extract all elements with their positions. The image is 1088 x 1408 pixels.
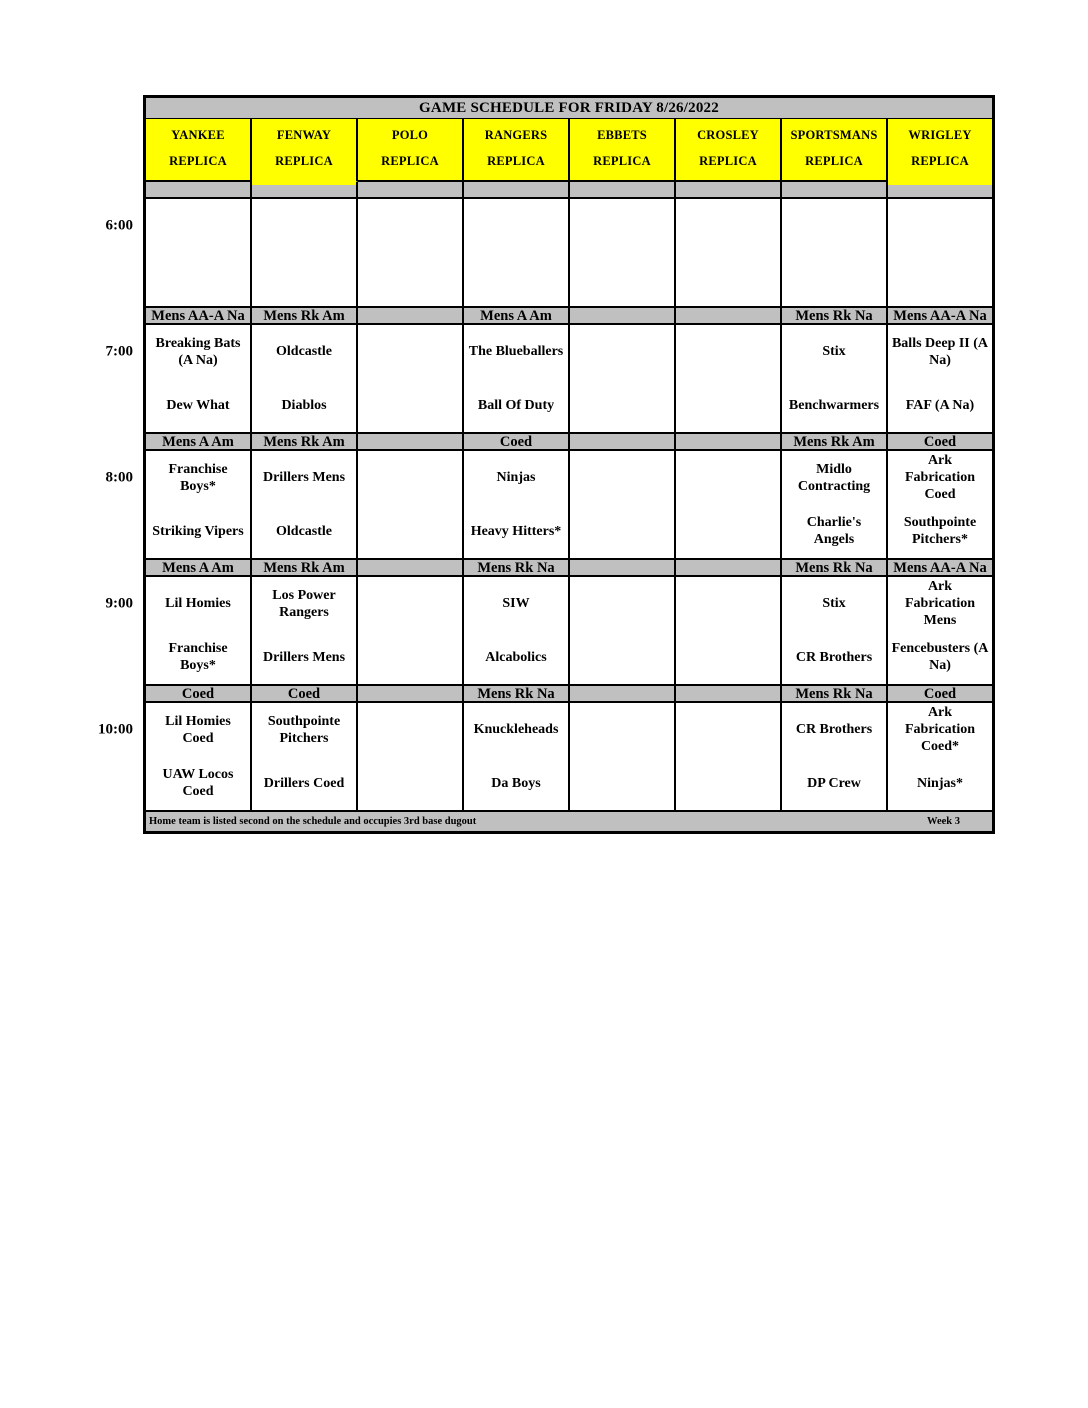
team-away xyxy=(570,703,674,757)
team-home xyxy=(570,253,674,307)
league-cell xyxy=(358,434,464,449)
game-cell xyxy=(252,199,358,306)
league-cell: Coed xyxy=(252,686,358,701)
league-cell xyxy=(358,686,464,701)
league-cell: Mens Rk Na xyxy=(464,686,570,701)
team-away xyxy=(252,199,356,253)
field-name: EBBETS xyxy=(597,128,647,142)
week-label: Week 3 xyxy=(927,816,960,827)
team-home xyxy=(464,757,568,811)
team-away xyxy=(676,577,780,631)
team-away xyxy=(888,325,992,379)
game-cell xyxy=(358,199,464,306)
league-cell xyxy=(570,434,676,449)
team-home xyxy=(146,253,250,307)
schedule-grid xyxy=(146,181,992,812)
league-cell xyxy=(676,181,782,197)
field-name: SPORTSMANS xyxy=(790,128,878,142)
time-label: 10:00 xyxy=(98,721,133,738)
game-cell xyxy=(888,703,992,810)
league-cell: Coed xyxy=(464,434,570,449)
game-cell xyxy=(464,451,570,558)
team-home xyxy=(464,631,568,685)
team-name: The Blueballers xyxy=(468,344,564,360)
team-home xyxy=(782,379,886,433)
game-cell xyxy=(146,577,252,684)
league-cell: Mens Rk Am xyxy=(252,434,358,449)
team-home xyxy=(358,757,462,811)
league-cell: Mens Rk Am xyxy=(252,308,358,323)
team-away xyxy=(570,577,674,631)
team-away xyxy=(676,325,780,379)
league-cell xyxy=(570,308,676,323)
team-home xyxy=(888,379,992,433)
league-cell xyxy=(146,181,252,197)
team-home xyxy=(146,505,250,559)
game-row-700 xyxy=(146,325,992,434)
game-cell xyxy=(676,703,782,810)
field-header-sportsmans xyxy=(782,119,888,181)
team-away xyxy=(252,325,356,379)
field-type: REPLICA xyxy=(699,154,757,168)
time-label: 8:00 xyxy=(105,469,133,486)
game-cell xyxy=(146,325,252,432)
league-band-row xyxy=(146,560,992,577)
game-cell xyxy=(782,577,888,684)
team-home xyxy=(252,505,356,559)
team-away xyxy=(146,451,250,505)
team-name: Lil Homies Coed xyxy=(165,713,231,746)
team-home xyxy=(252,253,356,307)
team-name: Ark Fabrication Mens xyxy=(905,579,975,629)
team-away xyxy=(464,451,568,505)
team-home xyxy=(464,379,568,433)
game-cell xyxy=(252,577,358,684)
field-type: REPLICA xyxy=(381,154,439,168)
field-header-wrigley xyxy=(888,119,992,181)
team-away xyxy=(358,451,462,505)
field-type: REPLICA xyxy=(169,154,227,168)
game-cell xyxy=(782,703,888,810)
team-home xyxy=(676,631,780,685)
field-type: REPLICA xyxy=(275,154,333,168)
team-away xyxy=(358,577,462,631)
league-cell xyxy=(676,686,782,701)
team-name: Diablos xyxy=(281,397,327,413)
team-name: Drillers Mens xyxy=(262,649,346,665)
field-type: REPLICA xyxy=(593,154,651,168)
league-cell: Mens AA-A Na xyxy=(888,560,992,575)
team-home xyxy=(146,631,250,685)
league-cell xyxy=(358,308,464,323)
game-cell xyxy=(570,199,676,306)
league-cell: Mens AA-A Na xyxy=(146,308,252,323)
field-type: REPLICA xyxy=(805,154,863,168)
team-home xyxy=(358,253,462,307)
league-cell xyxy=(358,560,464,575)
team-away xyxy=(570,325,674,379)
game-cell xyxy=(464,199,570,306)
team-away xyxy=(358,325,462,379)
team-name: Ark Fabrication Coed xyxy=(905,453,975,503)
team-name: Heavy Hitters* xyxy=(470,523,562,539)
league-cell xyxy=(676,308,782,323)
league-cell: Mens Rk Na xyxy=(464,560,570,575)
team-home xyxy=(570,631,674,685)
game-cell xyxy=(358,325,464,432)
team-away xyxy=(782,577,886,631)
game-cell xyxy=(358,703,464,810)
league-band-row xyxy=(146,434,992,451)
team-away xyxy=(252,703,356,757)
team-away xyxy=(676,451,780,505)
league-cell xyxy=(252,181,358,197)
team-name: Charlie's Angels xyxy=(806,515,862,548)
game-cell xyxy=(570,451,676,558)
league-cell xyxy=(782,181,888,197)
team-name: Drillers Coed xyxy=(263,775,345,791)
game-cell xyxy=(782,325,888,432)
team-name: Alcabolics xyxy=(485,649,547,665)
team-home xyxy=(676,505,780,559)
team-name: Striking Vipers xyxy=(152,523,244,539)
league-cell xyxy=(358,181,464,197)
game-cell xyxy=(676,451,782,558)
game-cell xyxy=(676,199,782,306)
team-home xyxy=(146,379,250,433)
team-away xyxy=(888,703,992,757)
league-cell: Mens Rk Am xyxy=(782,434,888,449)
game-cell xyxy=(782,199,888,306)
game-cell xyxy=(782,451,888,558)
team-away xyxy=(888,451,992,505)
team-home xyxy=(888,253,992,307)
league-cell: Mens A Am xyxy=(146,434,252,449)
team-home xyxy=(676,757,780,811)
league-band-row xyxy=(146,686,992,703)
field-header-fenway xyxy=(252,119,358,181)
league-cell: Mens AA-A Na xyxy=(888,308,992,323)
team-home xyxy=(782,505,886,559)
team-name: Midlo Contracting xyxy=(797,461,871,494)
team-home xyxy=(252,631,356,685)
field-header-polo xyxy=(358,119,464,181)
team-away xyxy=(676,199,780,253)
footer-note: Home team is listed second on the schedule and occupies 3rd base dugout xyxy=(149,816,477,827)
team-name: Drillers Mens xyxy=(262,470,346,486)
team-home xyxy=(464,505,568,559)
team-name: Franchise Boys* xyxy=(168,461,228,494)
league-cell xyxy=(888,181,992,197)
league-cell xyxy=(570,686,676,701)
team-name: Benchwarmers xyxy=(788,397,880,413)
team-name: Fencebusters (A Na) xyxy=(891,641,989,674)
team-name: SIW xyxy=(502,596,530,612)
game-cell xyxy=(252,703,358,810)
team-home xyxy=(676,253,780,307)
team-home xyxy=(252,757,356,811)
game-cell xyxy=(888,199,992,306)
team-home xyxy=(888,757,992,811)
team-name: Ark Fabrication Coed* xyxy=(905,705,975,755)
league-cell: Coed xyxy=(888,686,992,701)
footer-row xyxy=(146,812,992,831)
team-away xyxy=(570,199,674,253)
team-away xyxy=(782,451,886,505)
team-away xyxy=(888,199,992,253)
team-home xyxy=(464,253,568,307)
team-away xyxy=(252,577,356,631)
team-name: Franchise Boys* xyxy=(168,641,228,674)
schedule-table xyxy=(143,95,995,834)
team-name: Southpointe Pitchers* xyxy=(903,515,977,548)
team-name: DP Crew xyxy=(807,775,861,791)
team-name: Oldcastle xyxy=(276,523,332,539)
team-away xyxy=(146,199,250,253)
game-cell xyxy=(358,451,464,558)
league-cell: Coed xyxy=(888,434,992,449)
team-away xyxy=(146,325,250,379)
field-name: YANKEE xyxy=(171,128,225,142)
team-home xyxy=(570,505,674,559)
field-header-crosley xyxy=(676,119,782,181)
team-home xyxy=(358,631,462,685)
league-cell: Mens Rk Am xyxy=(252,560,358,575)
team-name: UAW Locos Coed xyxy=(162,767,234,800)
team-away xyxy=(782,325,886,379)
team-name: Balls Deep II (A Na) xyxy=(891,335,989,368)
team-home xyxy=(570,757,674,811)
game-cell xyxy=(146,451,252,558)
team-home xyxy=(570,379,674,433)
team-name: Knuckleheads xyxy=(473,722,559,738)
league-cell: Mens Rk Na xyxy=(782,308,888,323)
team-name: Oldcastle xyxy=(276,344,332,360)
field-name: POLO xyxy=(391,128,429,142)
field-type: REPLICA xyxy=(487,154,545,168)
team-away xyxy=(146,577,250,631)
game-cell xyxy=(888,577,992,684)
team-name: Ninjas xyxy=(496,470,536,486)
game-cell xyxy=(464,325,570,432)
team-away xyxy=(464,199,568,253)
game-cell xyxy=(888,325,992,432)
team-name: CR Brothers xyxy=(795,649,873,665)
team-away xyxy=(676,703,780,757)
field-header-ebbets xyxy=(570,119,676,181)
team-home xyxy=(782,631,886,685)
team-away xyxy=(782,703,886,757)
team-name: Stix xyxy=(822,596,846,612)
team-name: Ninjas* xyxy=(917,775,963,791)
game-cell xyxy=(464,577,570,684)
league-cell: Coed xyxy=(146,686,252,701)
league-cell: Mens A Am xyxy=(464,308,570,323)
team-away xyxy=(888,577,992,631)
team-home xyxy=(358,505,462,559)
team-name: FAF (A Na) xyxy=(905,397,975,413)
game-row-800 xyxy=(146,451,992,560)
team-name: Lil Homies xyxy=(165,596,231,612)
schedule-title: GAME SCHEDULE FOR FRIDAY 8/26/2022 xyxy=(146,98,992,119)
team-name: Stix xyxy=(822,344,846,360)
game-cell xyxy=(676,577,782,684)
game-cell xyxy=(888,451,992,558)
team-name: Breaking Bats (A Na) xyxy=(155,335,241,368)
team-away xyxy=(782,199,886,253)
game-cell xyxy=(252,325,358,432)
league-band-row xyxy=(146,181,992,199)
league-band-row xyxy=(146,308,992,325)
team-name: Da Boys xyxy=(491,775,541,791)
league-cell xyxy=(570,181,676,197)
league-cell xyxy=(570,560,676,575)
league-cell: Mens Rk Na xyxy=(782,560,888,575)
league-cell: Mens Rk Na xyxy=(782,686,888,701)
team-home xyxy=(146,757,250,811)
team-home xyxy=(676,379,780,433)
game-cell xyxy=(146,703,252,810)
team-away xyxy=(464,577,568,631)
team-away xyxy=(358,199,462,253)
team-home xyxy=(252,379,356,433)
field-header-yankee xyxy=(146,119,252,181)
team-home xyxy=(358,379,462,433)
league-cell xyxy=(676,560,782,575)
team-away xyxy=(252,451,356,505)
game-cell xyxy=(570,577,676,684)
league-cell: Mens A Am xyxy=(146,560,252,575)
team-home xyxy=(888,505,992,559)
team-name: Southpointe Pitchers xyxy=(267,713,341,746)
team-home xyxy=(782,757,886,811)
field-name: FENWAY xyxy=(276,128,332,142)
game-row-600 xyxy=(146,199,992,308)
team-away xyxy=(464,703,568,757)
game-cell xyxy=(570,703,676,810)
field-type: REPLICA xyxy=(911,154,969,168)
team-home xyxy=(782,253,886,307)
field-header-row xyxy=(146,119,992,181)
team-name: CR Brothers xyxy=(795,722,873,738)
time-label: 9:00 xyxy=(105,595,133,612)
team-away xyxy=(358,703,462,757)
game-cell xyxy=(146,199,252,306)
field-name: WRIGLEY xyxy=(908,128,972,142)
game-cell xyxy=(358,577,464,684)
time-label: 7:00 xyxy=(105,343,133,360)
game-row-900 xyxy=(146,577,992,686)
field-header-rangers xyxy=(464,119,570,181)
time-label: 6:00 xyxy=(105,217,133,234)
league-cell xyxy=(464,181,570,197)
team-name: Los Power Rangers xyxy=(272,587,336,620)
team-name: Ball Of Duty xyxy=(477,397,555,413)
team-away xyxy=(464,325,568,379)
league-cell xyxy=(676,434,782,449)
game-cell xyxy=(252,451,358,558)
team-away xyxy=(146,703,250,757)
game-cell xyxy=(464,703,570,810)
team-away xyxy=(570,451,674,505)
field-name: CROSLEY xyxy=(697,128,759,142)
game-cell xyxy=(676,325,782,432)
game-cell xyxy=(570,325,676,432)
team-home xyxy=(888,631,992,685)
team-name: Dew What xyxy=(166,397,230,413)
game-row-1000 xyxy=(146,703,992,812)
field-name: RANGERS xyxy=(484,128,548,142)
